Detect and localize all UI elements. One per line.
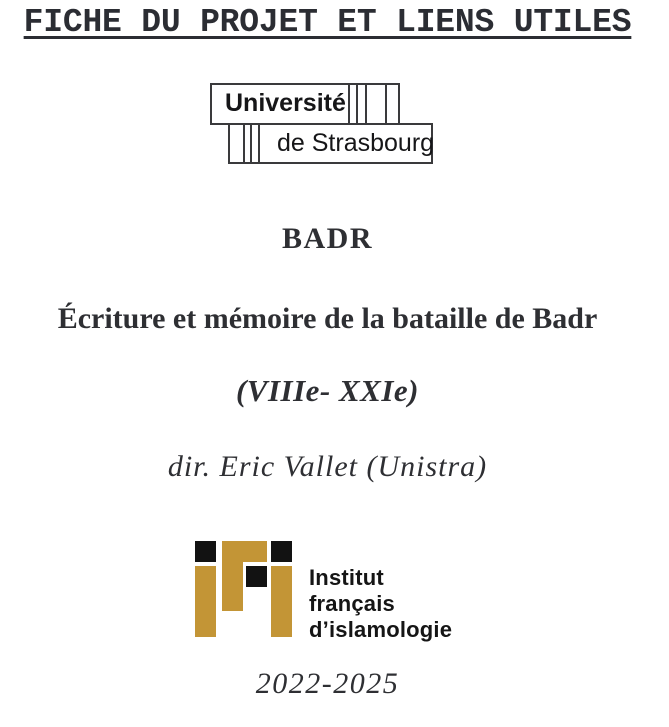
ifi-mark-i2-stem <box>271 566 292 637</box>
logo-stripe <box>385 85 387 123</box>
institut-francais-islamologie-logo <box>195 541 460 651</box>
ifi-wordmark-line2: français <box>309 591 395 616</box>
ifi-mark-i1-stem <box>195 566 216 637</box>
ifi-mark-f-stem <box>222 541 243 611</box>
logo-stripe <box>243 125 245 162</box>
ifi-logo-wordmark <box>309 565 452 643</box>
logo-stripe <box>356 85 358 123</box>
document-title: FICHE DU PROJET ET LIENS UTILES <box>23 4 632 41</box>
universite-de-strasbourg-logo <box>210 83 433 164</box>
logo-stripe <box>250 125 252 162</box>
project-title: Écriture et mémoire de la bataille de Badr <box>57 302 598 335</box>
logo-stripe <box>348 85 350 123</box>
project-period: (VIIIe- XXIe) <box>235 373 420 408</box>
unistra-logo-bottom-box <box>228 123 433 164</box>
ifi-mark-i2-dot <box>271 541 292 562</box>
unistra-logo-top-box <box>210 83 400 125</box>
ifi-wordmark-line1: Institut <box>309 565 384 590</box>
ifi-mark-f-square <box>246 566 267 587</box>
ifi-mark-f-arm <box>243 541 267 562</box>
logo-stripe <box>258 125 260 162</box>
unistra-logo-line2: de Strasbourg <box>277 129 435 157</box>
project-director: dir. Eric Vallet (Unistra) <box>167 450 488 483</box>
unistra-logo-line1: Université <box>225 89 346 117</box>
logo-stripe <box>365 85 367 123</box>
project-acronym: BADR <box>281 222 373 255</box>
ifi-mark-i1-dot <box>195 541 216 562</box>
ifi-wordmark-line3: d’islamologie <box>309 617 453 642</box>
project-years: 2022-2025 <box>255 667 400 700</box>
